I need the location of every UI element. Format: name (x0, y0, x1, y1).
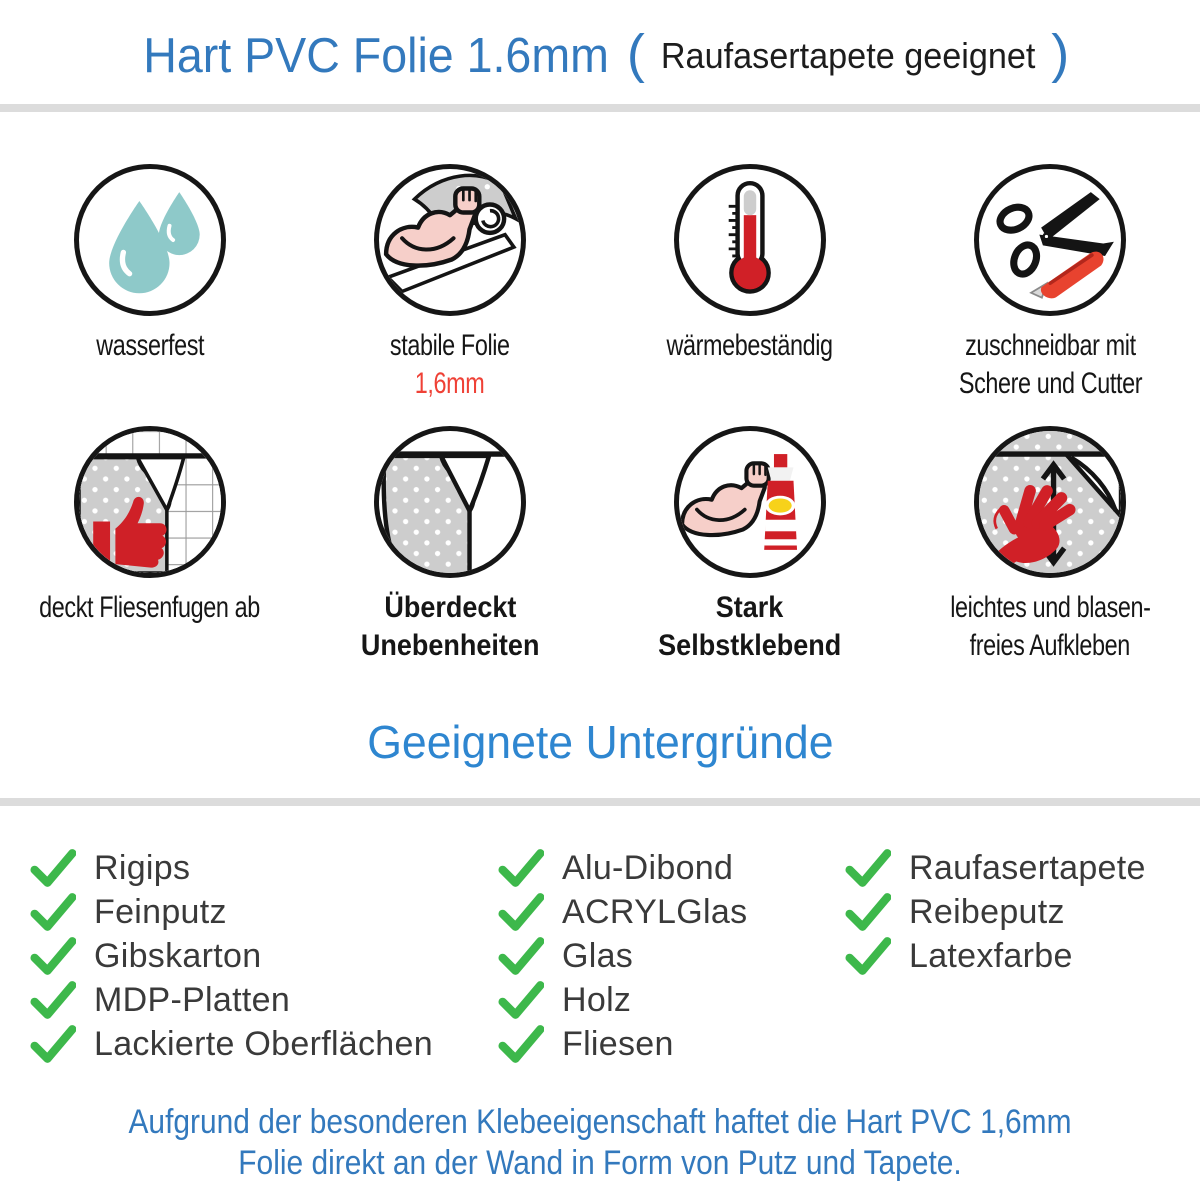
feature-label: Unebenheiten (360, 629, 540, 662)
list-item (845, 846, 1185, 890)
substrates-column-3 (845, 846, 1185, 1066)
divider-top (0, 104, 1200, 112)
feature-sublabel: 1,6mm (415, 367, 485, 400)
list-item (30, 978, 498, 1022)
feature-grid (0, 112, 1200, 688)
list-item (845, 934, 1185, 978)
feature-label: stabile Folie (390, 329, 510, 362)
substrates-list (0, 806, 1200, 1066)
feature-covers-unevenness (300, 426, 600, 688)
substrate-label: Raufasertapete (909, 848, 1146, 887)
substrates-column-1 (30, 846, 498, 1066)
feature-covers-tile-joints (0, 426, 300, 688)
check-icon (845, 893, 891, 931)
check-icon (30, 1025, 76, 1063)
list-item (30, 890, 498, 934)
feature-label: Überdeckt (383, 591, 517, 624)
check-icon (30, 893, 76, 931)
feature-self-adhesive (600, 426, 900, 688)
title-paren-open: ( (626, 24, 645, 84)
list-item (498, 846, 845, 890)
substrates-column-2 (498, 846, 845, 1066)
check-icon (498, 849, 544, 887)
substrate-label: Latexfarbe (909, 936, 1073, 975)
check-icon (845, 937, 891, 975)
list-item (498, 934, 845, 978)
feature-label: deckt Fliesenfugen ab (39, 591, 261, 624)
check-icon (498, 1025, 544, 1063)
substrate-label: Alu-Dibond (562, 848, 734, 887)
substrate-label: Feinputz (94, 892, 227, 931)
substrate-label: Fliesen (562, 1024, 674, 1063)
substrate-label: Reibeputz (909, 892, 1065, 931)
feature-label: leichtes und blasen- (949, 591, 1151, 624)
check-icon (845, 849, 891, 887)
feature-label: freies Aufkleben (969, 629, 1131, 662)
list-item (845, 890, 1185, 934)
list-item (498, 1022, 845, 1066)
substrates-heading (0, 714, 1200, 798)
substrate-label: Holz (562, 980, 632, 1019)
feature-cuttable (900, 164, 1200, 426)
title-main: Hart PVC Folie 1.6mm (143, 29, 609, 83)
title-paren-close: ) (1051, 24, 1070, 84)
title-subtitle: Raufasertapete geeignet (660, 35, 1036, 76)
feature-label: Stark (716, 591, 784, 624)
muscle-foil-icon (374, 164, 526, 316)
substrates-heading-text: Geeignete Untergründe (366, 716, 834, 768)
thermometer-icon (674, 164, 826, 316)
check-icon (498, 893, 544, 931)
divider-middle (0, 798, 1200, 806)
substrate-label: Gibskarton (94, 936, 262, 975)
water-drops-icon (74, 164, 226, 316)
check-icon (498, 981, 544, 1019)
list-item (30, 934, 498, 978)
substrate-label: ACRYLGlas (562, 892, 748, 931)
list-item (498, 978, 845, 1022)
substrate-label: Lackierte Oberflächen (94, 1024, 433, 1063)
check-icon (30, 849, 76, 887)
check-icon (30, 981, 76, 1019)
feature-bubble-free (900, 426, 1200, 688)
feature-label: Schere und Cutter (958, 367, 1142, 400)
list-item (498, 890, 845, 934)
check-icon (498, 937, 544, 975)
feature-heat-resistant (600, 164, 900, 426)
thumb-tiles-icon (74, 426, 226, 578)
hand-smoothing-icon (974, 426, 1126, 578)
footer-note (0, 1102, 1200, 1184)
substrate-label: Glas (562, 936, 634, 975)
feature-stable-foil (300, 164, 600, 426)
scissors-cutter-icon (974, 164, 1126, 316)
dotted-foil-icon (374, 426, 526, 578)
muscle-glue-icon (674, 426, 826, 578)
footer-line-2: Folie direkt an der Wand in Form von Putz und Tapete. (238, 1144, 962, 1182)
feature-label: wärmebeständig (666, 329, 834, 362)
footer-line-1: Aufgrund der besonderen Klebeeigenschaft haftet die Hart PVC 1,6mm (128, 1103, 1072, 1141)
feature-label: wasserfest (96, 329, 204, 362)
substrate-label: MDP-Platten (94, 980, 291, 1019)
substrate-label: Rigips (94, 848, 191, 887)
feature-waterproof (0, 164, 300, 426)
list-item (30, 846, 498, 890)
check-icon (30, 937, 76, 975)
feature-label: zuschneidbar mit (964, 329, 1136, 362)
feature-label: Selbstklebend (658, 629, 842, 662)
list-item (30, 1022, 498, 1066)
page-title (0, 0, 1200, 104)
